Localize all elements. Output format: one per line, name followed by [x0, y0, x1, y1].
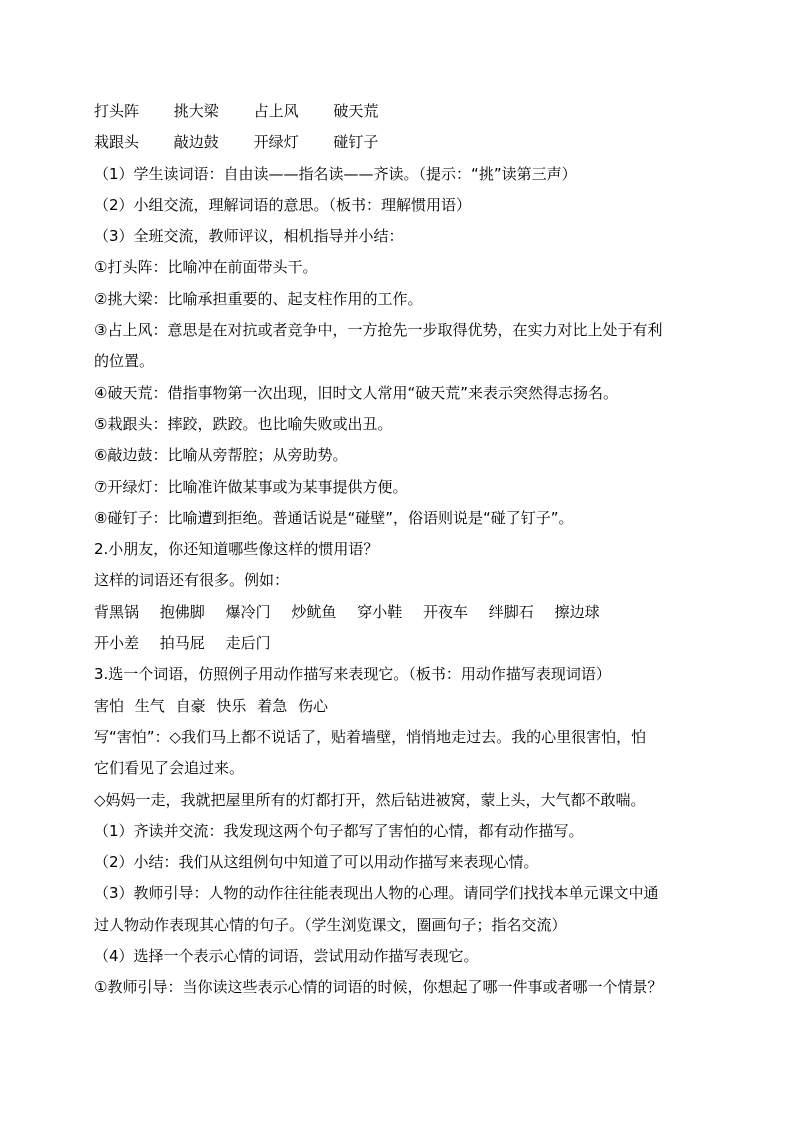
definition-item-continued: 的位置。 [94, 352, 155, 371]
more-idioms-row-1 [94, 597, 714, 628]
definition-item: ⑤栽跟头：摔跤，跌跤。也比喻失败或出丑。 [94, 414, 393, 433]
example-sentence-2: ◇妈妈一走，我就把屋里所有的灯都打开，然后钻进被窝，蒙上头，大气都不敢喘。 [94, 790, 646, 809]
idiom-word: 走后门 [225, 634, 271, 653]
idiom-word: 开小差 [94, 634, 140, 653]
idiom-word: 挑大梁 [173, 102, 219, 120]
step-teacher-guide: （3）教师引导：人物的动作往往能表现出人物的心理。请同学们找找本单元课文中通 [94, 884, 659, 903]
idiom-word: 打头阵 [94, 102, 140, 120]
idiom-word: 开绿灯 [253, 133, 299, 152]
idiom-word: 开夜车 [422, 602, 468, 621]
question-2: 2.小朋友，你还知道哪些像这样的惯用语？ [94, 540, 379, 559]
step-summary: （2）小结：我们从这组例句中知道了可以用动作描写来表现心情。 [94, 853, 539, 872]
definition-item: ④破天荒：借指事物第一次出现，旧时文人常用“破天荒”来表示突然得志扬名。 [94, 383, 618, 402]
step-read-words: （1）学生读词语：自由读——指名读——齐读。（提示：“挑”读第三声） [94, 164, 577, 183]
definition-item: ③占上风：意思是在对抗或者竞争中，一方抢先一步取得优势，在实力对比上处于有利 [94, 321, 663, 340]
step-class-discuss: （3）全班交流，教师评议，相机指导并小结： [94, 227, 404, 246]
emotion-word: 生气 [134, 696, 165, 715]
idiom-word: 敲边鼓 [173, 133, 219, 152]
idiom-word: 拍马屁 [159, 634, 205, 653]
idiom-word: 爆冷门 [225, 602, 271, 621]
step-teacher-prompt: ①教师引导：当你读这些表示心情的词语的时候，你想起了哪一件事或者哪一个情景？ [94, 978, 663, 997]
idiom-word: 擦边球 [554, 602, 600, 621]
definition-item: ⑧碰钉子：比喻遭到拒绝。普通话说是“碰壁”，俗语则说是“碰了钉子”。 [94, 508, 574, 527]
step-choose-word: （4）选择一个表示心情的词语，尝试用动作描写表现它。 [94, 947, 479, 966]
step-read-together: （1）齐读并交流：我发现这两个句子都写了害怕的心情，都有动作描写。 [94, 821, 584, 840]
definition-item: ⑥敲边鼓：比喻从旁帮腔；从旁助势。 [94, 446, 348, 465]
idiom-word: 穿小鞋 [357, 602, 403, 621]
question-2-answer: 这样的词语还有很多。例如： [94, 571, 290, 590]
idiom-row-2 [94, 127, 714, 158]
emotion-word: 害怕 [94, 696, 125, 715]
step-group-discuss: （2）小组交流，理解词语的意思。（板书：理解惯用语） [94, 195, 472, 214]
definition-item: ②挑大梁：比喻承担重要的、起支柱作用的工作。 [94, 289, 423, 308]
emotion-word: 快乐 [216, 696, 247, 715]
definition-item: ⑦开绿灯：比喻准许做某事或为某事提供方便。 [94, 477, 408, 496]
emotion-words-row [94, 691, 714, 722]
idiom-word: 占上风 [253, 102, 299, 120]
idiom-word: 栽跟头 [94, 133, 140, 152]
idiom-word: 炒鱿鱼 [291, 602, 337, 621]
step-teacher-guide-continued: 过人物动作表现其心情的句子。（学生浏览课文，圈画句子；指名交流） [94, 915, 567, 934]
emotion-word: 着急 [257, 696, 288, 715]
emotion-word: 伤心 [297, 696, 328, 715]
definition-item: ①打头阵：比喻冲在前面带头干。 [94, 258, 318, 277]
example-sentence-1-continued: 它们看见了会追过来。 [94, 759, 245, 778]
idiom-word: 破天荒 [333, 102, 379, 120]
more-idioms-row-2 [94, 628, 714, 659]
idiom-word: 背黑锅 [94, 602, 140, 621]
idiom-word: 碰钉子 [333, 133, 379, 152]
question-3: 3.选一个词语，仿照例子用动作描写来表现它。（板书：用动作描写表现词语） [94, 665, 611, 684]
document-page [94, 96, 714, 1004]
idiom-word: 绊脚石 [488, 602, 534, 621]
idiom-row-1 [94, 96, 714, 127]
emotion-word: 自豪 [175, 696, 206, 715]
example-sentence-1: 写“害怕”：◇我们马上都不说话了，贴着墙壁，悄悄地走过去。我的心里很害怕，怕 [94, 727, 647, 746]
idiom-word: 抱佛脚 [159, 602, 205, 621]
